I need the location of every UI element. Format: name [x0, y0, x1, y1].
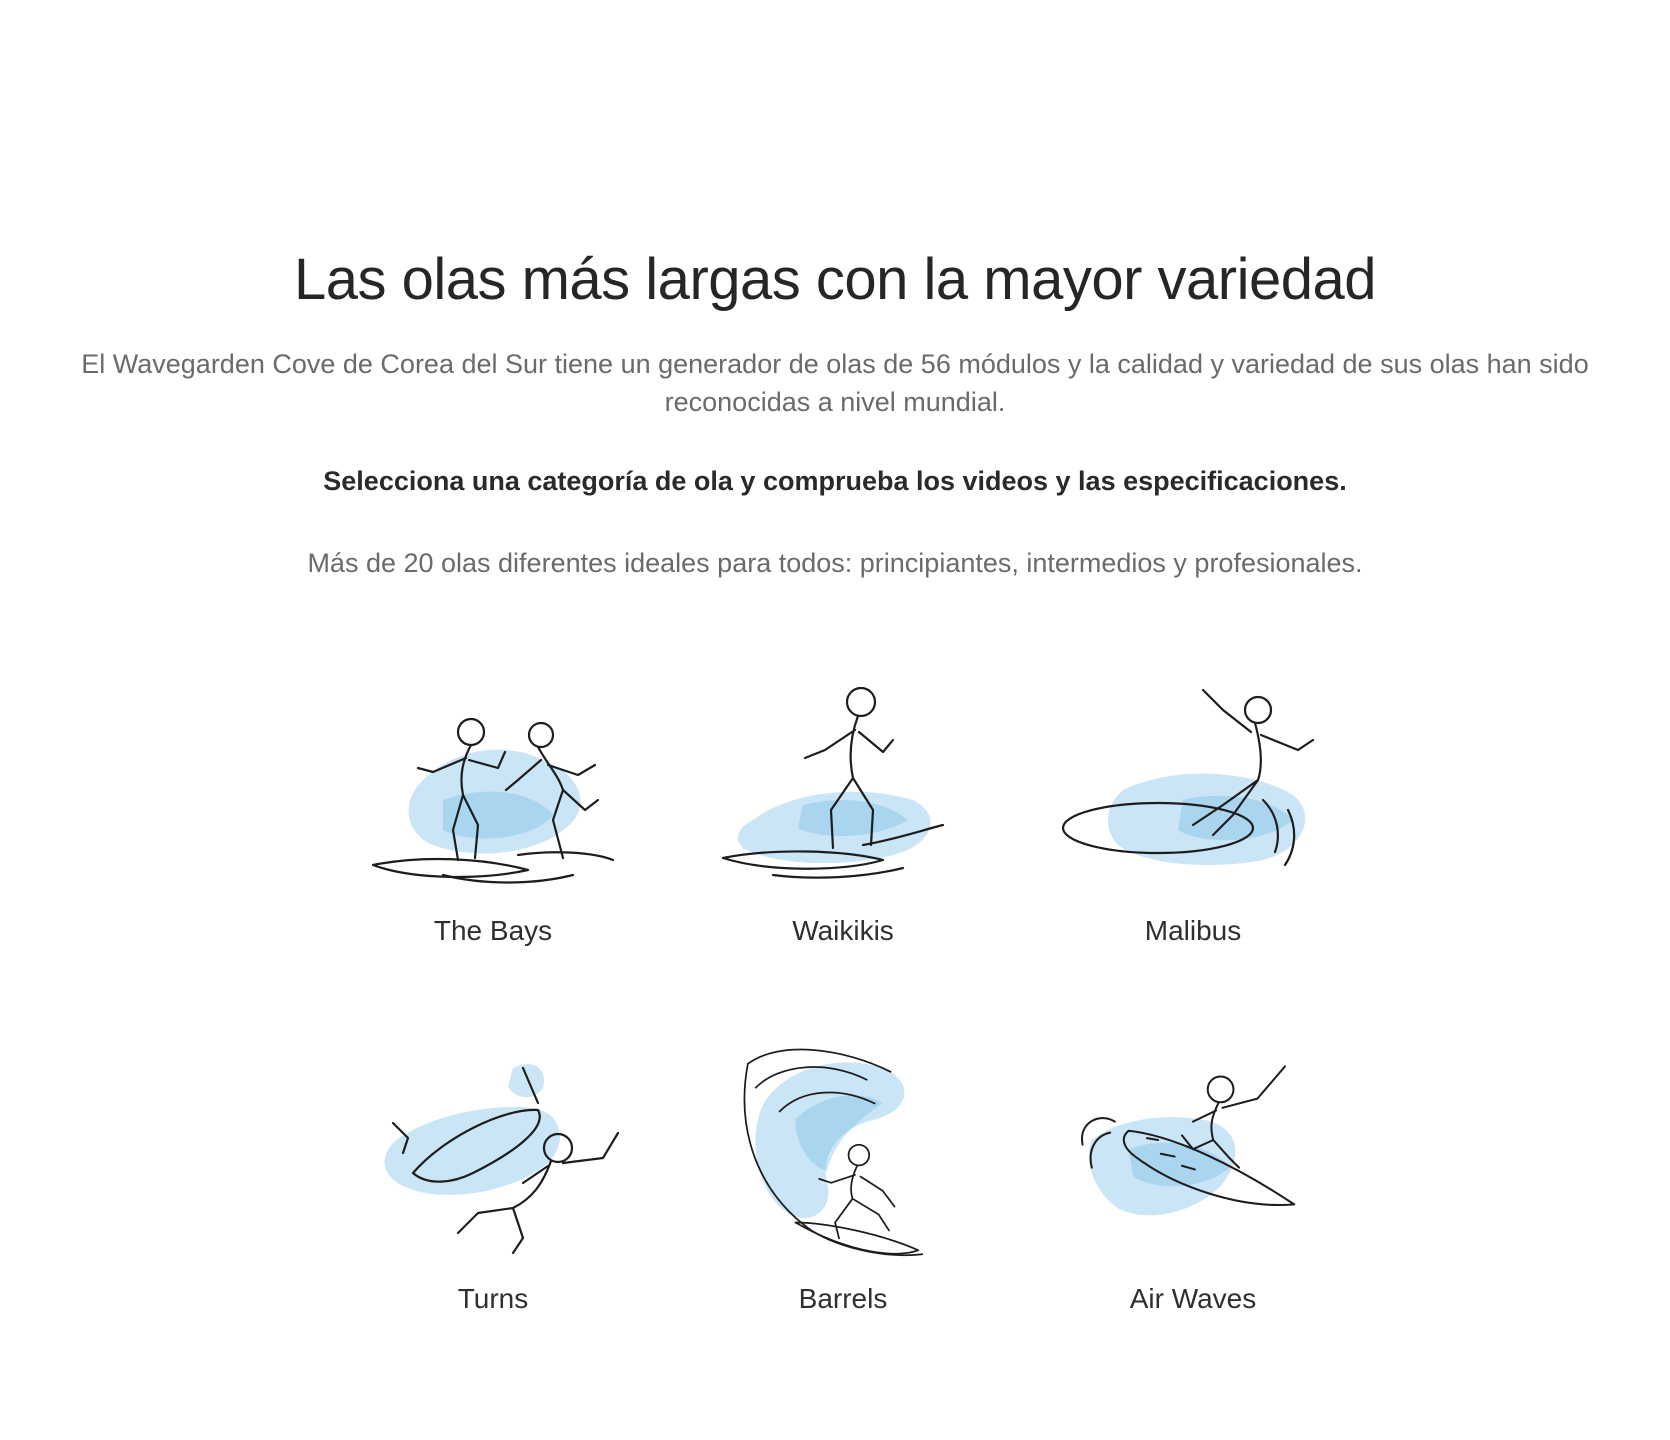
two-surfers-icon: [363, 680, 623, 910]
wave-card-malibus[interactable]: [1033, 680, 1353, 980]
wave-label: Malibus: [1144, 915, 1242, 946]
wave-label: Turns: [457, 1283, 529, 1314]
section-tagline: Más de 20 olas diferentes ideales para todos: principiantes, intermedios y profesionales.: [307, 548, 1363, 578]
section-heading: Las olas más largas con la mayor variedad: [293, 247, 1377, 312]
standing-surfer-icon: [713, 680, 973, 910]
turning-surfer-icon: [363, 1048, 623, 1278]
section-cta: Selecciona una categoría de ola y comprueba los videos y las especificaciones.: [323, 466, 1347, 496]
barrel-surfer-icon: [713, 1048, 973, 1278]
wave-label: Barrels: [798, 1283, 888, 1314]
wave-label: Waikikis: [792, 915, 894, 946]
wave-label: Air Waves: [1129, 1283, 1257, 1314]
wave-card-barrels[interactable]: [683, 1048, 1003, 1348]
section-intro: El Wavegarden Cove de Corea del Sur tiene un generador de olas de 56 módulos y la calidad y variedad de sus olas han sido reconocidas a nivel mundial.: [81, 349, 1589, 417]
wave-label: The Bays: [433, 915, 553, 946]
wave-card-turns[interactable]: [333, 1048, 653, 1348]
wave-card-waikikis[interactable]: [683, 680, 1003, 980]
aerial-surfer-icon: [1063, 1048, 1323, 1278]
wave-card-the-bays[interactable]: [333, 680, 653, 980]
longboard-surfer-icon: [1063, 680, 1323, 910]
wave-card-air-waves[interactable]: [1033, 1048, 1353, 1348]
